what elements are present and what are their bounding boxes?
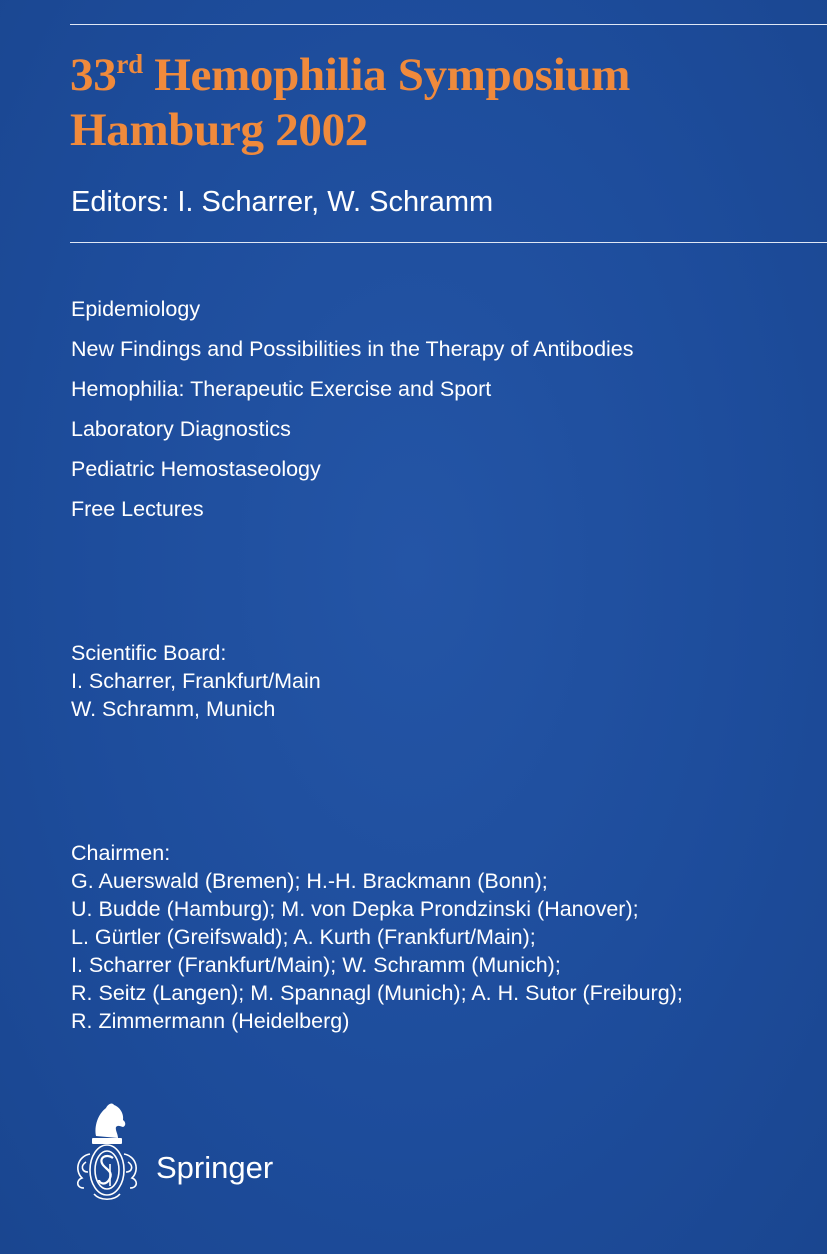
board-member: W. Schramm, Munich (71, 697, 276, 721)
chairmen-line: U. Budde (Hamburg); M. von Depka Prondzinski (Hanover); (71, 897, 639, 921)
chairmen-line: R. Seitz (Langen); M. Spannagl (Munich); A. H. Sutor (Freiburg); (71, 981, 683, 1005)
topic-item: Pediatric Hemostaseology (71, 457, 321, 481)
editors: Editors: I. Scharrer, W. Schramm (71, 186, 494, 218)
middle-rule (70, 242, 827, 243)
topic-item: Laboratory Diagnostics (71, 417, 291, 441)
chairmen-line: G. Auerswald (Bremen); H.-H. Brackmann (Bonn); (71, 869, 548, 893)
topic-item: Hemophilia: Therapeutic Exercise and Sport (71, 377, 492, 401)
topic-item: New Findings and Possibilities in the Therapy of Antibodies (71, 337, 634, 361)
title-line-2: Hamburg 2002 (70, 104, 368, 157)
chairmen-line: R. Zimmermann (Heidelberg) (71, 1009, 350, 1033)
book-title (70, 48, 630, 159)
topic-item: Free Lectures (71, 497, 204, 521)
chairmen-line: L. Gürtler (Greifswald); A. Kurth (Frankfurt/Main); (71, 925, 536, 949)
topic-item: Epidemiology (71, 297, 201, 321)
topic-list (71, 294, 634, 534)
board-member: I. Scharrer, Frankfurt/Main (71, 669, 321, 693)
top-rule (70, 24, 827, 25)
publisher-name: Springer (156, 1150, 274, 1185)
scientific-board-heading: Scientific Board: (71, 641, 227, 665)
ordinal-suffix: rd (116, 49, 143, 79)
springer-chess-knight-logo-icon (68, 1098, 146, 1204)
chairmen-line: I. Scharrer (Frankfurt/Main); W. Schramm (Munich); (71, 953, 561, 977)
chairmen (71, 839, 683, 1035)
chairmen-heading: Chairmen: (71, 841, 171, 865)
scientific-board (71, 639, 321, 723)
title-line-1: 33rd Hemophilia Symposium (70, 49, 631, 101)
